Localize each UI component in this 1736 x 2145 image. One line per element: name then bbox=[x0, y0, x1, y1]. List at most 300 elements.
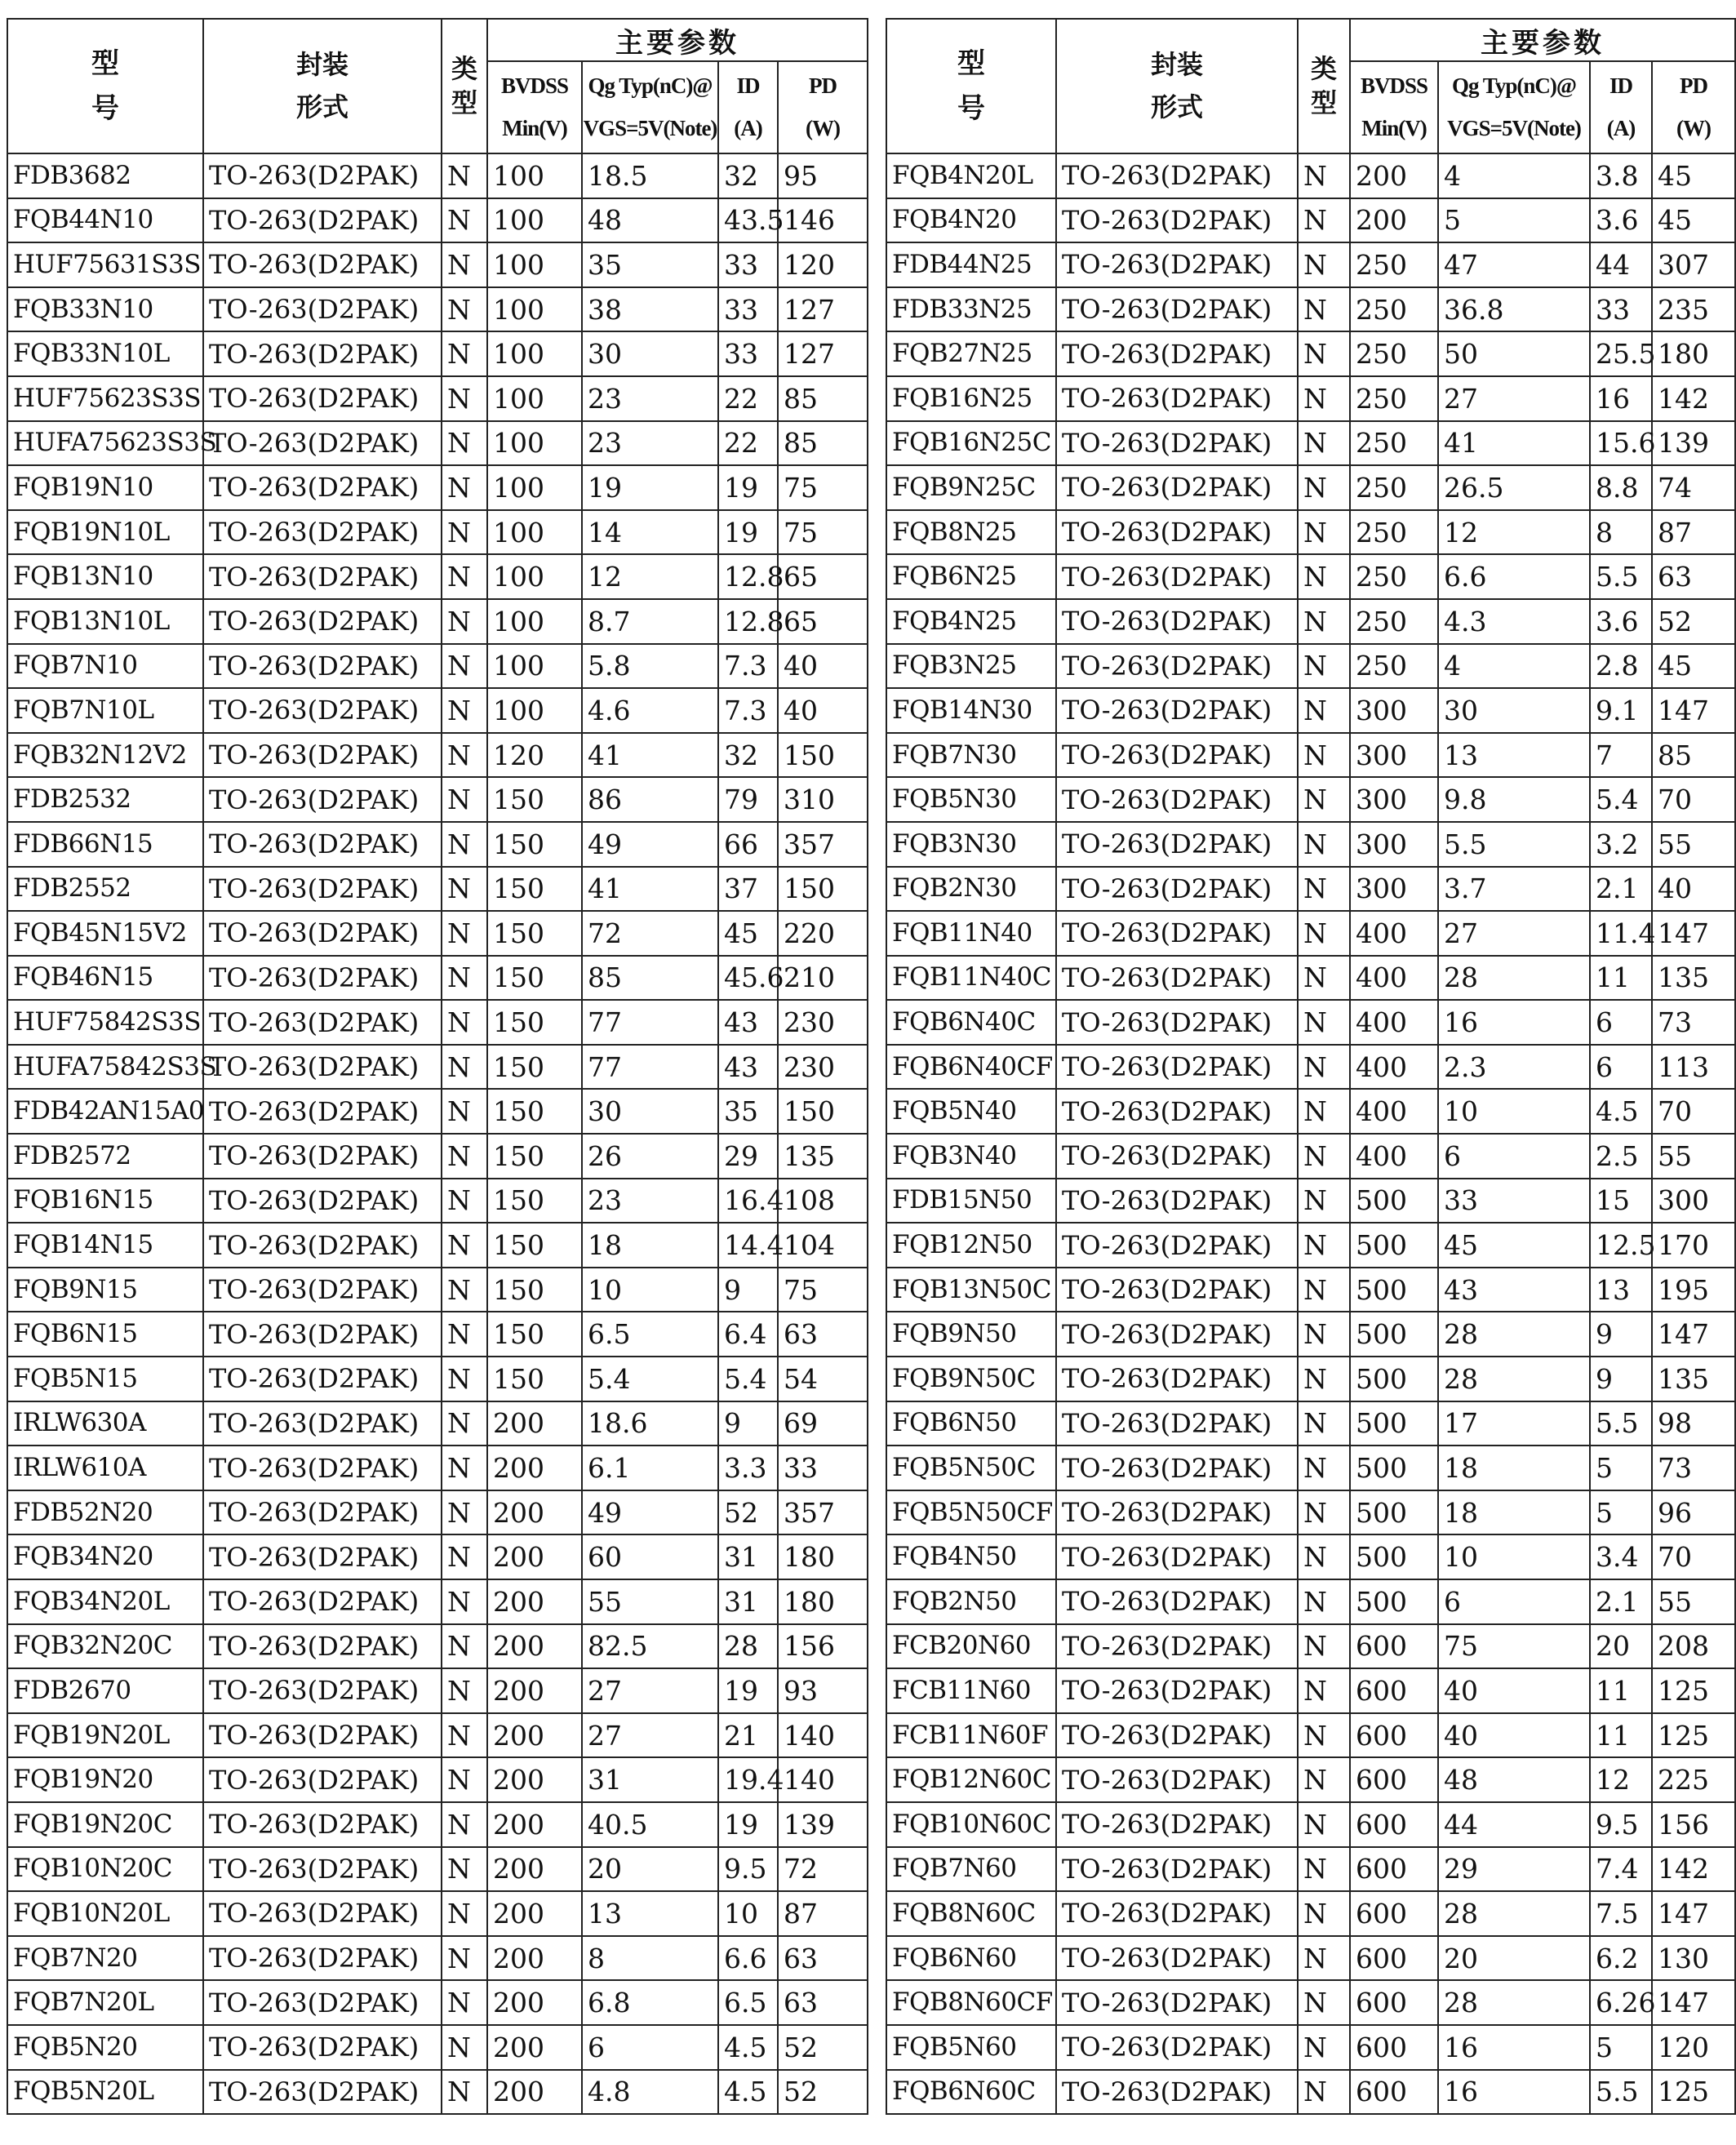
package-cell: TO-263(D2PAK) bbox=[1056, 287, 1298, 332]
package-cell: TO-263(D2PAK) bbox=[203, 1980, 442, 2025]
package-cell: TO-263(D2PAK) bbox=[203, 1446, 442, 1490]
bvdss-header: BVDSS Min(V) bbox=[487, 61, 582, 153]
id-cell: 45 bbox=[718, 911, 778, 956]
model-cell: FQB10N20C bbox=[7, 1847, 203, 1892]
pd-cell: 65 bbox=[778, 554, 868, 599]
bvdss-cell: 400 bbox=[1350, 1045, 1438, 1090]
qg-cell: 41 bbox=[582, 733, 718, 778]
type-cell: N bbox=[442, 510, 487, 555]
type-cell: N bbox=[1298, 1980, 1350, 2025]
type-cell: N bbox=[1298, 510, 1350, 555]
model-cell: FDB66N15 bbox=[7, 822, 203, 867]
bvdss-cell: 250 bbox=[1350, 510, 1438, 555]
id-cell: 5.4 bbox=[718, 1357, 778, 1401]
package-cell: TO-263(D2PAK) bbox=[203, 1312, 442, 1357]
id-cell: 9 bbox=[718, 1401, 778, 1446]
package-cell: TO-263(D2PAK) bbox=[1056, 1847, 1298, 1892]
id-cell: 12 bbox=[1590, 1757, 1652, 1802]
bvdss-cell: 150 bbox=[487, 777, 582, 822]
type-cell: N bbox=[442, 1045, 487, 1090]
main-params-header: 主要参数 bbox=[1350, 19, 1735, 61]
table-row bbox=[7, 1401, 868, 1446]
package-cell: TO-263(D2PAK) bbox=[1056, 376, 1298, 421]
model-cell: FQB5N20L bbox=[7, 2070, 203, 2115]
qg-cell: 2.3 bbox=[1438, 1045, 1590, 1090]
id-cell: 12.8 bbox=[718, 554, 778, 599]
bvdss-cell: 400 bbox=[1350, 1000, 1438, 1045]
model-cell: FQB6N60 bbox=[886, 1936, 1056, 1981]
id-cell: 33 bbox=[718, 287, 778, 332]
bvdss-header: BVDSS Min(V) bbox=[1350, 61, 1438, 153]
id-cell: 6.6 bbox=[718, 1936, 778, 1981]
pd-cell: 147 bbox=[1652, 1980, 1735, 2025]
pd-cell: 63 bbox=[778, 1980, 868, 2025]
type-cell: N bbox=[1298, 1579, 1350, 1624]
type-cell: N bbox=[442, 554, 487, 599]
table-row bbox=[886, 1802, 1735, 1847]
id-cell: 19 bbox=[718, 1668, 778, 1713]
model-cell: FQB11N40C bbox=[886, 956, 1056, 1001]
bvdss-cell: 200 bbox=[487, 1980, 582, 2025]
table-row bbox=[7, 1089, 868, 1134]
model-cell: FQB9N50 bbox=[886, 1312, 1056, 1357]
package-cell: TO-263(D2PAK) bbox=[203, 287, 442, 332]
table-row bbox=[886, 2025, 1735, 2070]
model-cell: FQB7N60 bbox=[886, 1847, 1056, 1892]
pd-cell: 147 bbox=[1652, 688, 1735, 733]
pd-cell: 125 bbox=[1652, 2070, 1735, 2115]
qg-cell: 30 bbox=[582, 1089, 718, 1134]
table-row bbox=[886, 1534, 1735, 1579]
id-cell: 3.6 bbox=[1590, 599, 1652, 644]
type-cell: N bbox=[442, 1802, 487, 1847]
table-row bbox=[886, 1757, 1735, 1802]
package-cell: TO-263(D2PAK) bbox=[203, 1401, 442, 1446]
bvdss-cell: 500 bbox=[1350, 1179, 1438, 1223]
model-cell: FQB19N20 bbox=[7, 1757, 203, 1802]
package-cell: TO-263(D2PAK) bbox=[203, 1000, 442, 1045]
pd-cell: 113 bbox=[1652, 1045, 1735, 1090]
model-cell: FQB19N20L bbox=[7, 1713, 203, 1758]
type-cell: N bbox=[1298, 1802, 1350, 1847]
table-row bbox=[886, 198, 1735, 243]
id-cell: 3.8 bbox=[1590, 153, 1652, 198]
package-cell: TO-263(D2PAK) bbox=[1056, 2025, 1298, 2070]
pd-cell: 357 bbox=[778, 822, 868, 867]
bvdss-cell: 150 bbox=[487, 822, 582, 867]
id-cell: 33 bbox=[1590, 287, 1652, 332]
table-row bbox=[7, 1045, 868, 1090]
package-cell: TO-263(D2PAK) bbox=[203, 1579, 442, 1624]
pd-cell: 65 bbox=[778, 599, 868, 644]
bvdss-cell: 600 bbox=[1350, 1847, 1438, 1892]
qg-cell: 27 bbox=[1438, 911, 1590, 956]
bvdss-cell: 250 bbox=[1350, 376, 1438, 421]
table-row bbox=[7, 1936, 868, 1981]
id-header: ID (A) bbox=[1590, 61, 1652, 153]
model-cell: FQB7N30 bbox=[886, 733, 1056, 778]
model-header: 型 号 bbox=[7, 19, 203, 153]
table-row bbox=[7, 1802, 868, 1847]
model-cell: FQB5N15 bbox=[7, 1357, 203, 1401]
id-cell: 7.3 bbox=[718, 688, 778, 733]
bvdss-cell: 100 bbox=[487, 554, 582, 599]
pd-cell: 120 bbox=[1652, 2025, 1735, 2070]
model-cell: FQB12N60C bbox=[886, 1757, 1056, 1802]
type-cell: N bbox=[1298, 1891, 1350, 1936]
table-row bbox=[7, 198, 868, 243]
id-cell: 9 bbox=[1590, 1357, 1652, 1401]
bvdss-cell: 500 bbox=[1350, 1446, 1438, 1490]
type-cell: N bbox=[442, 1134, 487, 1179]
id-cell: 31 bbox=[718, 1534, 778, 1579]
pd-cell: 70 bbox=[1652, 1534, 1735, 1579]
pd-cell: 125 bbox=[1652, 1668, 1735, 1713]
bvdss-cell: 100 bbox=[487, 376, 582, 421]
pd-cell: 75 bbox=[778, 465, 868, 510]
type-cell: N bbox=[1298, 1624, 1350, 1669]
pd-cell: 127 bbox=[778, 287, 868, 332]
type-cell: N bbox=[1298, 911, 1350, 956]
id-cell: 7 bbox=[1590, 733, 1652, 778]
main-params-header: 主要参数 bbox=[487, 19, 868, 61]
qg-cell: 41 bbox=[582, 867, 718, 912]
qg-cell: 14 bbox=[582, 510, 718, 555]
id-cell: 28 bbox=[718, 1624, 778, 1669]
pd-cell: 85 bbox=[778, 376, 868, 421]
pd-cell: 63 bbox=[778, 1312, 868, 1357]
type-cell: N bbox=[1298, 1268, 1350, 1312]
model-cell: FQB7N20L bbox=[7, 1980, 203, 2025]
model-cell: IRLW610A bbox=[7, 1446, 203, 1490]
package-cell: TO-263(D2PAK) bbox=[1056, 1312, 1298, 1357]
model-cell: FQB7N20 bbox=[7, 1936, 203, 1981]
bvdss-cell: 200 bbox=[487, 1534, 582, 1579]
qg-cell: 16 bbox=[1438, 2025, 1590, 2070]
model-cell: FDB2532 bbox=[7, 777, 203, 822]
type-cell: N bbox=[1298, 1936, 1350, 1981]
pd-cell: 170 bbox=[1652, 1223, 1735, 1268]
pd-cell: 45 bbox=[1652, 153, 1735, 198]
qg-cell: 5.8 bbox=[582, 644, 718, 689]
model-cell: FQB5N20 bbox=[7, 2025, 203, 2070]
table-row bbox=[7, 644, 868, 689]
qg-cell: 18 bbox=[582, 1223, 718, 1268]
model-cell: FQB19N10L bbox=[7, 510, 203, 555]
qg-cell: 6.8 bbox=[582, 1980, 718, 2025]
table-row bbox=[7, 1579, 868, 1624]
bvdss-cell: 250 bbox=[1350, 242, 1438, 287]
pd-cell: 225 bbox=[1652, 1757, 1735, 1802]
id-cell: 32 bbox=[718, 733, 778, 778]
table-row bbox=[886, 1357, 1735, 1401]
qg-cell: 9.8 bbox=[1438, 777, 1590, 822]
id-cell: 19.4 bbox=[718, 1757, 778, 1802]
bvdss-cell: 200 bbox=[487, 1668, 582, 1713]
bvdss-cell: 150 bbox=[487, 911, 582, 956]
id-cell: 22 bbox=[718, 421, 778, 466]
qg-cell: 6 bbox=[582, 2025, 718, 2070]
id-cell: 5 bbox=[1590, 2025, 1652, 2070]
id-cell: 3.2 bbox=[1590, 822, 1652, 867]
package-cell: TO-263(D2PAK) bbox=[203, 153, 442, 198]
bvdss-cell: 100 bbox=[487, 688, 582, 733]
type-cell: N bbox=[1298, 644, 1350, 689]
package-cell: TO-263(D2PAK) bbox=[1056, 1579, 1298, 1624]
table-row bbox=[886, 1624, 1735, 1669]
model-cell: FQB6N25 bbox=[886, 554, 1056, 599]
table-row bbox=[7, 554, 868, 599]
table-row bbox=[7, 1980, 868, 2025]
model-cell: FQB32N20C bbox=[7, 1624, 203, 1669]
package-cell: TO-263(D2PAK) bbox=[203, 822, 442, 867]
id-cell: 25.5 bbox=[1590, 331, 1652, 376]
qg-cell: 27 bbox=[1438, 376, 1590, 421]
type-cell: N bbox=[442, 1401, 487, 1446]
pd-cell: 73 bbox=[1652, 1000, 1735, 1045]
model-cell: FQB16N15 bbox=[7, 1179, 203, 1223]
type-cell: N bbox=[442, 1312, 487, 1357]
type-cell: N bbox=[1298, 1134, 1350, 1179]
bvdss-cell: 200 bbox=[487, 1757, 582, 1802]
pd-cell: 63 bbox=[778, 1936, 868, 1981]
bvdss-cell: 300 bbox=[1350, 822, 1438, 867]
table-row bbox=[886, 1579, 1735, 1624]
package-cell: TO-263(D2PAK) bbox=[1056, 1134, 1298, 1179]
package-cell: TO-263(D2PAK) bbox=[203, 1179, 442, 1223]
pd-header: PD (W) bbox=[1652, 61, 1735, 153]
pd-cell: 52 bbox=[1652, 599, 1735, 644]
package-cell: TO-263(D2PAK) bbox=[1056, 331, 1298, 376]
package-cell: TO-263(D2PAK) bbox=[203, 198, 442, 243]
bvdss-cell: 300 bbox=[1350, 777, 1438, 822]
package-header: 封装 形式 bbox=[203, 19, 442, 153]
bvdss-cell: 150 bbox=[487, 1223, 582, 1268]
id-cell: 7.5 bbox=[1590, 1891, 1652, 1936]
qg-cell: 13 bbox=[1438, 733, 1590, 778]
bvdss-cell: 150 bbox=[487, 1312, 582, 1357]
package-cell: TO-263(D2PAK) bbox=[1056, 198, 1298, 243]
qg-cell: 48 bbox=[582, 198, 718, 243]
model-cell: FQB5N30 bbox=[886, 777, 1056, 822]
pd-cell: 357 bbox=[778, 1490, 868, 1535]
table-row bbox=[886, 287, 1735, 332]
bvdss-cell: 150 bbox=[487, 1268, 582, 1312]
pd-cell: 147 bbox=[1652, 911, 1735, 956]
table-row bbox=[7, 376, 868, 421]
model-cell: FDB15N50 bbox=[886, 1179, 1056, 1223]
qg-cell: 23 bbox=[582, 421, 718, 466]
bvdss-cell: 200 bbox=[487, 1579, 582, 1624]
pd-cell: 45 bbox=[1652, 198, 1735, 243]
table-row bbox=[7, 421, 868, 466]
id-cell: 3.6 bbox=[1590, 198, 1652, 243]
package-cell: TO-263(D2PAK) bbox=[203, 777, 442, 822]
bvdss-cell: 150 bbox=[487, 1357, 582, 1401]
type-cell: N bbox=[442, 1446, 487, 1490]
model-cell: FQB11N40 bbox=[886, 911, 1056, 956]
qg-cell: 38 bbox=[582, 287, 718, 332]
qg-cell: 45 bbox=[1438, 1223, 1590, 1268]
id-cell: 6.5 bbox=[718, 1980, 778, 2025]
model-cell: FQB33N10 bbox=[7, 287, 203, 332]
pd-cell: 52 bbox=[778, 2025, 868, 2070]
qg-cell: 40.5 bbox=[582, 1802, 718, 1847]
package-cell: TO-263(D2PAK) bbox=[1056, 153, 1298, 198]
type-cell: N bbox=[442, 153, 487, 198]
table-row bbox=[886, 688, 1735, 733]
qg-cell: 4.6 bbox=[582, 688, 718, 733]
table-row bbox=[886, 644, 1735, 689]
table-row bbox=[7, 1179, 868, 1223]
type-header: 类 型 bbox=[1298, 19, 1350, 153]
type-cell: N bbox=[1298, 465, 1350, 510]
bvdss-cell: 100 bbox=[487, 599, 582, 644]
type-cell: N bbox=[442, 867, 487, 912]
id-cell: 5 bbox=[1590, 1446, 1652, 1490]
id-cell: 6 bbox=[1590, 1045, 1652, 1090]
id-cell: 3.4 bbox=[1590, 1534, 1652, 1579]
qg-cell: 12 bbox=[1438, 510, 1590, 555]
qg-cell: 48 bbox=[1438, 1757, 1590, 1802]
type-cell: N bbox=[442, 376, 487, 421]
pd-cell: 127 bbox=[778, 331, 868, 376]
qg-header: Qg Typ(nC)@ VGS=5V(Note) bbox=[582, 61, 718, 153]
bvdss-cell: 500 bbox=[1350, 1223, 1438, 1268]
qg-cell: 29 bbox=[1438, 1847, 1590, 1892]
model-cell: FDB33N25 bbox=[886, 287, 1056, 332]
table-row bbox=[886, 1490, 1735, 1535]
qg-cell: 4 bbox=[1438, 153, 1590, 198]
id-cell: 2.8 bbox=[1590, 644, 1652, 689]
model-cell: FQB4N20 bbox=[886, 198, 1056, 243]
qg-cell: 18.5 bbox=[582, 153, 718, 198]
pd-cell: 135 bbox=[778, 1134, 868, 1179]
qg-cell: 44 bbox=[1438, 1802, 1590, 1847]
id-cell: 5.4 bbox=[1590, 777, 1652, 822]
bvdss-cell: 600 bbox=[1350, 2070, 1438, 2115]
type-cell: N bbox=[1298, 1312, 1350, 1357]
id-cell: 19 bbox=[718, 510, 778, 555]
type-cell: N bbox=[442, 956, 487, 1001]
bvdss-cell: 250 bbox=[1350, 331, 1438, 376]
table-row bbox=[886, 911, 1735, 956]
qg-cell: 27 bbox=[582, 1668, 718, 1713]
pd-cell: 180 bbox=[778, 1579, 868, 1624]
bvdss-cell: 600 bbox=[1350, 1668, 1438, 1713]
type-cell: N bbox=[1298, 554, 1350, 599]
package-cell: TO-263(D2PAK) bbox=[1056, 688, 1298, 733]
id-cell: 52 bbox=[718, 1490, 778, 1535]
pd-cell: 150 bbox=[778, 733, 868, 778]
qg-cell: 28 bbox=[1438, 956, 1590, 1001]
id-cell: 66 bbox=[718, 822, 778, 867]
mosfet-table-left bbox=[7, 18, 868, 2115]
id-cell: 7.3 bbox=[718, 644, 778, 689]
pd-cell: 104 bbox=[778, 1223, 868, 1268]
package-cell: TO-263(D2PAK) bbox=[1056, 867, 1298, 912]
package-cell: TO-263(D2PAK) bbox=[203, 688, 442, 733]
type-cell: N bbox=[1298, 421, 1350, 466]
package-cell: TO-263(D2PAK) bbox=[1056, 1045, 1298, 1090]
bvdss-cell: 200 bbox=[487, 1446, 582, 1490]
model-cell: FQB34N20L bbox=[7, 1579, 203, 1624]
id-cell: 11.4 bbox=[1590, 911, 1652, 956]
qg-cell: 6.5 bbox=[582, 1312, 718, 1357]
table-row bbox=[886, 733, 1735, 778]
model-cell: FQB7N10L bbox=[7, 688, 203, 733]
pd-cell: 74 bbox=[1652, 465, 1735, 510]
id-cell: 3.3 bbox=[718, 1446, 778, 1490]
bvdss-cell: 100 bbox=[487, 644, 582, 689]
package-cell: TO-263(D2PAK) bbox=[203, 1847, 442, 1892]
package-cell: TO-263(D2PAK) bbox=[1056, 1268, 1298, 1312]
type-cell: N bbox=[442, 287, 487, 332]
package-cell: TO-263(D2PAK) bbox=[203, 2070, 442, 2115]
qg-cell: 72 bbox=[582, 911, 718, 956]
package-cell: TO-263(D2PAK) bbox=[1056, 242, 1298, 287]
type-cell: N bbox=[442, 911, 487, 956]
table-row bbox=[7, 1847, 868, 1892]
bvdss-cell: 200 bbox=[487, 1624, 582, 1669]
type-cell: N bbox=[442, 465, 487, 510]
id-cell: 29 bbox=[718, 1134, 778, 1179]
type-cell: N bbox=[1298, 688, 1350, 733]
package-cell: TO-263(D2PAK) bbox=[203, 956, 442, 1001]
qg-cell: 23 bbox=[582, 1179, 718, 1223]
package-cell: TO-263(D2PAK) bbox=[203, 554, 442, 599]
id-cell: 7.4 bbox=[1590, 1847, 1652, 1892]
package-cell: TO-263(D2PAK) bbox=[1056, 599, 1298, 644]
model-cell: FQB9N25C bbox=[886, 465, 1056, 510]
package-cell: TO-263(D2PAK) bbox=[203, 1357, 442, 1401]
type-cell: N bbox=[442, 1089, 487, 1134]
package-cell: TO-263(D2PAK) bbox=[203, 242, 442, 287]
package-header: 封装 形式 bbox=[1056, 19, 1298, 153]
bvdss-cell: 600 bbox=[1350, 1757, 1438, 1802]
type-cell: N bbox=[1298, 153, 1350, 198]
bvdss-cell: 150 bbox=[487, 1134, 582, 1179]
type-cell: N bbox=[1298, 287, 1350, 332]
id-cell: 31 bbox=[718, 1579, 778, 1624]
package-cell: TO-263(D2PAK) bbox=[1056, 1534, 1298, 1579]
package-cell: TO-263(D2PAK) bbox=[203, 1490, 442, 1535]
bvdss-cell: 200 bbox=[487, 1401, 582, 1446]
qg-cell: 28 bbox=[1438, 1891, 1590, 1936]
bvdss-cell: 400 bbox=[1350, 1089, 1438, 1134]
qg-cell: 4.3 bbox=[1438, 599, 1590, 644]
package-cell: TO-263(D2PAK) bbox=[1056, 1668, 1298, 1713]
table-row bbox=[886, 1134, 1735, 1179]
type-cell: N bbox=[442, 1000, 487, 1045]
pd-cell: 69 bbox=[778, 1401, 868, 1446]
qg-cell: 36.8 bbox=[1438, 287, 1590, 332]
table-row bbox=[7, 287, 868, 332]
model-cell: HUFA75623S3S bbox=[7, 421, 203, 466]
model-cell: FQB12N50 bbox=[886, 1223, 1056, 1268]
package-cell: TO-263(D2PAK) bbox=[203, 510, 442, 555]
bvdss-cell: 200 bbox=[487, 1713, 582, 1758]
package-cell: TO-263(D2PAK) bbox=[1056, 777, 1298, 822]
id-cell: 12.5 bbox=[1590, 1223, 1652, 1268]
id-cell: 33 bbox=[718, 331, 778, 376]
bvdss-cell: 600 bbox=[1350, 1980, 1438, 2025]
pd-cell: 180 bbox=[1652, 331, 1735, 376]
bvdss-cell: 600 bbox=[1350, 1936, 1438, 1981]
type-cell: N bbox=[442, 1223, 487, 1268]
qg-cell: 28 bbox=[1438, 1312, 1590, 1357]
id-cell: 9.5 bbox=[718, 1847, 778, 1892]
